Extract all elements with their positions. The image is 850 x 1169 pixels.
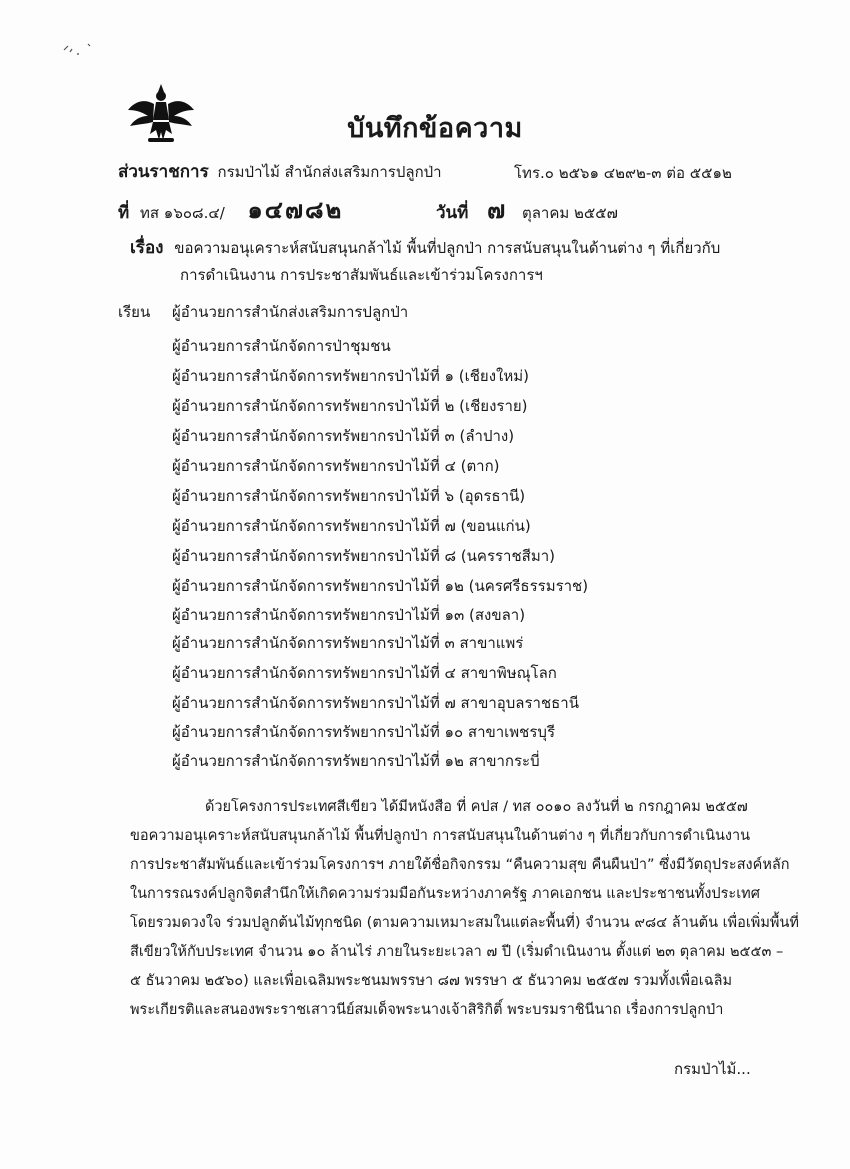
subject-line	[130, 234, 720, 261]
subject-text-1: ขอความอนุเคราะห์สนับสนุนกล้าไม้ พื้นที่ปลูกป่า การสนับสนุนในด้านต่าง ๆ ที่เกี่ยวกับ	[174, 239, 721, 257]
recipient-item: ผู้อำนวยการสำนักจัดการทรัพยากรป่าไม้ที่ ๘ (นครราชสีมา)	[172, 547, 555, 565]
agency-value: กรมป่าไม้ สำนักส่งเสริมการปลูกป่า	[217, 163, 442, 181]
body-line: พระเกียรติและสนองพระราชเสาวนีย์สมเด็จพระนางเจ้าสิริกิติ์ พระบรมราชินีนาถ เรื่องการปลูกป่า	[130, 1002, 724, 1018]
date-month-year: ตุลาคม ๒๕๕๗	[521, 204, 618, 222]
body-line: โดยรวมดวงใจ ร่วมปลูกต้นไม้ทุกชนิด (ตามความเหมาะสมในแต่ละพื้นที่) จำนวน ๙๘๔ ล้านต้น เพื่อเพิ่มพื้นที่	[130, 915, 799, 931]
recipient-item: ผู้อำนวยการสำนักจัดการทรัพยากรป่าไม้ที่ ๓ (ลำปาง)	[172, 427, 515, 445]
continuation-marker: กรมป่าไม้...	[674, 1060, 751, 1078]
memo-title: บันทึกข้อความ	[347, 113, 523, 144]
subject-label: เรื่อง	[130, 238, 164, 258]
body-line: ๕ ธันวาคม ๒๕๖๐) และเพื่อเฉลิมพระชนมพรรษา ๘๗ พรรษา ๕ ธันวาคม ๒๕๕๗ รวมทั้งเพื่อเฉลิม	[130, 973, 733, 989]
body-line: ขอความอนุเคราะห์สนับสนุนกล้าไม้ พื้นที่ปลูกป่า การสนับสนุนในด้านต่าง ๆ ที่เกี่ยวกับการดำเนินงาน	[130, 828, 751, 844]
reference-prefix: ทส ๑๖๐๘.๔/	[140, 204, 225, 222]
scan-speck-mark	[60, 40, 96, 62]
recipient-item: ผู้อำนวยการสำนักจัดการทรัพยากรป่าไม้ที่ ๔ สาขาพิษณุโลก	[172, 664, 557, 682]
reference-label: ที่	[118, 203, 130, 223]
recipient-item: ผู้อำนวยการสำนักจัดการทรัพยากรป่าไม้ที่ ๑ (เชียงใหม่)	[172, 367, 529, 385]
agency-label: ส่วนราชการ	[118, 162, 209, 182]
recipient-item: ผู้อำนวยการสำนักจัดการทรัพยากรป่าไม้ที่ ๓ สาขาแพร่	[172, 634, 524, 652]
salutation-label: เรียน	[118, 303, 151, 321]
recipient-item: ผู้อำนวยการสำนักจัดการทรัพยากรป่าไม้ที่ ๒ (เชียงราย)	[172, 397, 528, 415]
body-line: ด้วยโครงการประเทศสีเขียว ได้มีหนังสือ ที่ คปส / ทส ๐๐๑๐ ลงวันที่ ๒ กรกฎาคม ๒๕๕๗	[205, 799, 748, 815]
recipient-item: ผู้อำนวยการสำนักจัดการทรัพยากรป่าไม้ที่ ๑๒ สาขากระบี่	[172, 752, 540, 770]
body-line: การประชาสัมพันธ์และเข้าร่วมโครงการฯ ภายใต้ชื่อกิจกรรม “คืนความสุข คืนผืนป่า” ซึ่งมีวัตถุประสงค์หลัก	[130, 857, 790, 873]
agency-line	[118, 158, 442, 185]
recipient-item: ผู้อำนวยการสำนักจัดการทรัพยากรป่าไม้ที่ ๖ (อุดรธานี)	[172, 487, 526, 505]
date-label: วันที่	[436, 203, 469, 223]
date-day: ๗	[487, 195, 508, 224]
reference-line	[118, 190, 343, 229]
recipient-item: ผู้อำนวยการสำนักจัดการทรัพยากรป่าไม้ที่ ๔ (ตาก)	[172, 457, 500, 475]
date-line	[436, 190, 618, 229]
recipient-item: ผู้อำนวยการสำนักจัดการทรัพยากรป่าไม้ที่ ๑๒ (นครศรีธรรมราช)	[172, 577, 589, 595]
recipient-item: ผู้อำนวยการสำนักจัดการทรัพยากรป่าไม้ที่ ๗ (ขอนแก่น)	[172, 517, 531, 535]
recipient-item: ผู้อำนวยการสำนักจัดการป่าชุมชน	[172, 337, 391, 355]
reference-number: ๑๔๗๘๒	[247, 195, 344, 224]
body-line: ในการรณรงค์ปลูกจิตสำนึกให้เกิดความร่วมมือกันระหว่างภาครัฐ ภาคเอกชน และประชาชนทั้งประเทศ	[130, 886, 760, 902]
subject-text-2: การดำเนินงาน การประชาสัมพันธ์และเข้าร่วมโครงการฯ	[180, 266, 543, 284]
phone-number: โทร.๐ ๒๕๖๑ ๔๒๙๒-๓ ต่อ ๕๕๑๒	[514, 164, 732, 182]
recipient-item: ผู้อำนวยการสำนักจัดการทรัพยากรป่าไม้ที่ ๑๓ (สงขลา)	[172, 606, 526, 624]
recipient-item: ผู้อำนวยการสำนักจัดการทรัพยากรป่าไม้ที่ ๑๐ สาขาเพชรบุรี	[172, 723, 555, 741]
recipient-item: ผู้อำนวยการสำนักส่งเสริมการปลูกป่า	[172, 303, 409, 321]
body-line: สีเขียวให้กับประเทศ จำนวน ๑๐ ล้านไร่ ภายในระยะเวลา ๗ ปี (เริ่มดำเนินงาน ตั้งแต่ ๒๓ ตุลาคม ๒๕๕๓ –	[130, 944, 784, 960]
recipient-item: ผู้อำนวยการสำนักจัดการทรัพยากรป่าไม้ที่ ๗ สาขาอุบลราชธานี	[172, 694, 579, 712]
